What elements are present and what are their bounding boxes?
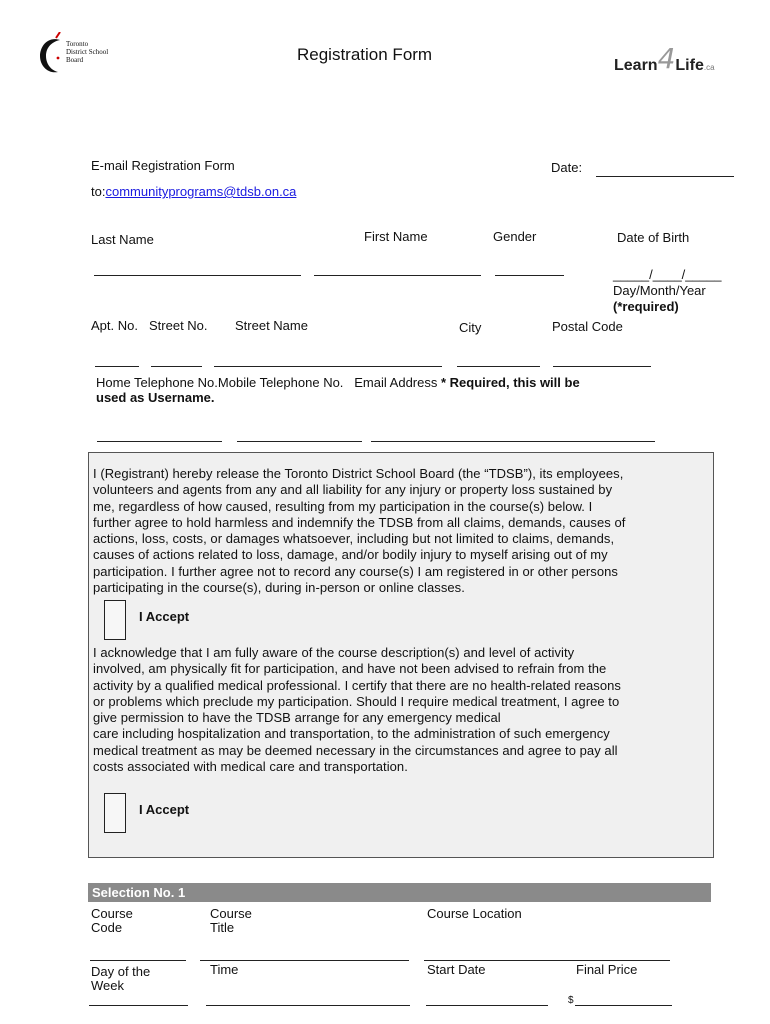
course-location-label: Course Location xyxy=(427,906,522,921)
day-of-week-label-1: Day of the xyxy=(91,964,151,979)
required-note: * Required, this will be xyxy=(440,375,580,390)
postal-code-field-line[interactable] xyxy=(553,366,651,367)
username-note: used as Username. xyxy=(96,390,215,405)
last-name-field-line[interactable] xyxy=(94,275,301,276)
home-phone-label: Home Telephone No. xyxy=(96,375,218,390)
medical-text: I acknowledge that I am fully aware of the course description(s) and level of activity involved, am physically fit for participation, and have not been advised to refrain from the activity by a qualified medical professional. I certify that there are no health-related reasons or problems which preclude my participation. Should I require medical treatment, I agree to give permission to have the TDSB arrange for any emergency medical care including hospitalization and transportation, to the administration of such emergency medical treatment as may be deemed necessary in the circumstances and agree to pay all costs associated with medical care and transportation. xyxy=(93,645,621,775)
course-code-field-line[interactable] xyxy=(90,960,186,961)
accept-label-2: I Accept xyxy=(139,802,190,817)
tdsb-apple-icon xyxy=(38,32,68,76)
email-address-label: Email Address xyxy=(354,375,438,390)
city-field-line[interactable] xyxy=(457,366,540,367)
course-title-field-line[interactable] xyxy=(200,960,409,961)
accept-checkbox-2[interactable] xyxy=(104,793,126,833)
date-field-line[interactable] xyxy=(596,176,734,177)
page-title: Registration Form xyxy=(297,45,433,64)
last-name-label: Last Name xyxy=(91,232,154,247)
accept-label-1: I Accept xyxy=(139,609,190,624)
time-label: Time xyxy=(210,962,239,977)
street-name-field-line[interactable] xyxy=(214,366,442,367)
final-price-field-line[interactable] xyxy=(575,1005,672,1006)
start-date-field-line[interactable] xyxy=(426,1005,548,1006)
home-phone-field-line[interactable] xyxy=(97,441,222,442)
first-name-label: First Name xyxy=(364,229,428,244)
tdsb-logo xyxy=(38,32,118,76)
final-price-label: Final Price xyxy=(576,962,638,977)
dob-blank[interactable]: _____/____/_____ xyxy=(613,267,722,282)
day-of-week-field-line[interactable] xyxy=(89,1005,188,1006)
city-label: City xyxy=(459,320,482,335)
selection-header-bar xyxy=(88,883,711,902)
gender-label: Gender xyxy=(493,229,537,244)
learn4life-ca: .ca xyxy=(703,63,715,72)
street-no-label: Street No. xyxy=(149,318,208,333)
date-label: Date: xyxy=(551,160,583,175)
learn4life-logo xyxy=(614,42,744,74)
first-name-field-line[interactable] xyxy=(314,275,481,276)
accept-checkbox-1[interactable] xyxy=(104,600,126,640)
course-title-label-1: Course xyxy=(210,906,252,921)
email-field-line[interactable] xyxy=(371,441,655,442)
course-location-field-line[interactable] xyxy=(424,960,670,961)
dob-format: Day/Month/Year xyxy=(613,283,706,298)
dob-required: (*required) xyxy=(613,299,679,314)
contact-labels xyxy=(96,375,580,391)
course-code-label-1: Course xyxy=(91,906,133,921)
street-no-field-line[interactable] xyxy=(151,366,202,367)
postal-code-label: Postal Code xyxy=(552,319,623,334)
tdsb-logo-text: Toronto District School Board xyxy=(66,40,109,64)
street-name-label: Street Name xyxy=(235,318,308,333)
form-label: E-mail Registration Form xyxy=(91,158,235,173)
apt-field-line[interactable] xyxy=(95,366,139,367)
learn4life-four: 4 xyxy=(657,42,676,75)
dollar-sign: $ xyxy=(568,995,574,1006)
start-date-label: Start Date xyxy=(427,962,486,977)
release-text: I (Registrant) hereby release the Toronto District School Board (the “TDSB”), its employees, volunteers and agents from any and all liability for any injury or property loss sustained by me, regardless of how caused, resulting from my participation in the course(s) below. I further agree to hold harmless and indemnify the TDSB from all claims, demands, causes of actions, loss, costs, or damages whatsoever, including but not limited to claims, demands, causes of actions related to loss, damage, and/or bodily injury to myself arising out of my participation. I further agree not to record any course(s) I am registered in or other persons participating in the course(s), during in-person or online classes. xyxy=(93,466,626,596)
to-line xyxy=(91,184,296,200)
mobile-phone-field-line[interactable] xyxy=(237,441,362,442)
course-code-label-2: Code xyxy=(91,920,123,935)
email-link[interactable]: communityprograms@tdsb.on.ca xyxy=(105,184,297,199)
day-of-week-label-2: Week xyxy=(91,978,124,993)
learn4life-learn: Learn xyxy=(614,57,658,74)
dob-label: Date of Birth xyxy=(617,230,690,245)
course-title-label-2: Title xyxy=(210,920,235,935)
selection-header: Selection No. 1 xyxy=(92,885,186,900)
mobile-phone-label: Mobile Telephone No. xyxy=(217,375,344,390)
to-prefix: to: xyxy=(91,184,106,199)
gender-field-line[interactable] xyxy=(495,275,564,276)
apt-label: Apt. No. xyxy=(91,318,138,333)
time-field-line[interactable] xyxy=(206,1005,410,1006)
learn4life-life: Life xyxy=(675,57,704,74)
